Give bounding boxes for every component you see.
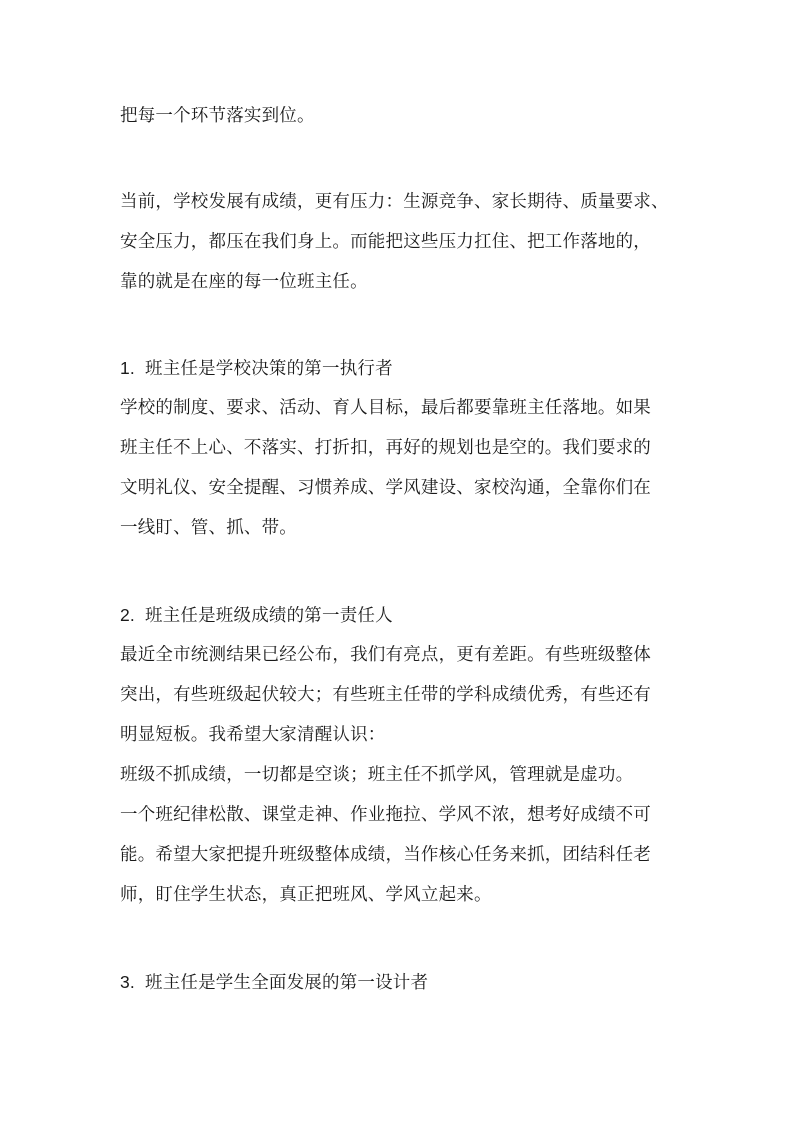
text-line: 最近全市统测结果已经公布，我们有亮点，更有差距。有些班级整体: [120, 645, 651, 665]
section-heading-2: [120, 603, 680, 628]
text-line: 文明礼仪、安全提醒、习惯养成、学风建设、家校沟通，全靠你们在: [120, 478, 651, 498]
text-line: 班主任不上心、不落实、打折扣，再好的规划也是空的。我们要求的: [120, 438, 651, 458]
text-line: 明显短板。我希望大家清醒认识：: [120, 725, 386, 745]
text-line: 一线盯、管、抓、带。: [120, 518, 297, 538]
text-line: 班级不抓成绩，一切都是空谈；班主任不抓学风，管理就是虚功。: [120, 765, 634, 785]
heading-text: 班主任是学校决策的第一执行者: [145, 359, 393, 379]
text-line: 师，盯住学生状态，真正把班风、学风立起来。: [120, 885, 492, 905]
section-heading-3: [120, 970, 680, 995]
text-line: 安全压力，都压在我们身上。而能把这些压力扛住、把工作落地的，: [120, 232, 651, 252]
heading-text: 班主任是学生全面发展的第一设计者: [145, 973, 429, 993]
text-line: 当前，学校发展有成绩，更有压力：生源竞争、家长期待、质量要求、: [120, 192, 669, 212]
section-heading-1: [120, 356, 680, 381]
text-line: 能。希望大家把提升班级整体成绩，当作核心任务来抓，团结科任老: [120, 845, 651, 865]
heading-number: 1.: [120, 358, 135, 378]
text-line: 把每一个环节落实到位。: [120, 106, 315, 126]
heading-number: 2.: [120, 605, 135, 625]
heading-text: 班主任是班级成绩的第一责任人: [145, 606, 393, 626]
heading-number: 3.: [120, 972, 135, 992]
text-line: 学校的制度、要求、活动、育人目标，最后都要靠班主任落地。如果: [120, 398, 651, 418]
text-line: 一个班纪律松散、课堂走神、作业拖拉、学风不浓，想考好成绩不可: [120, 805, 651, 825]
text-line: 靠的就是在座的每一位班主任。: [120, 272, 368, 292]
text-line: 突出，有些班级起伏较大；有些班主任带的学科成绩优秀，有些还有: [120, 685, 651, 705]
